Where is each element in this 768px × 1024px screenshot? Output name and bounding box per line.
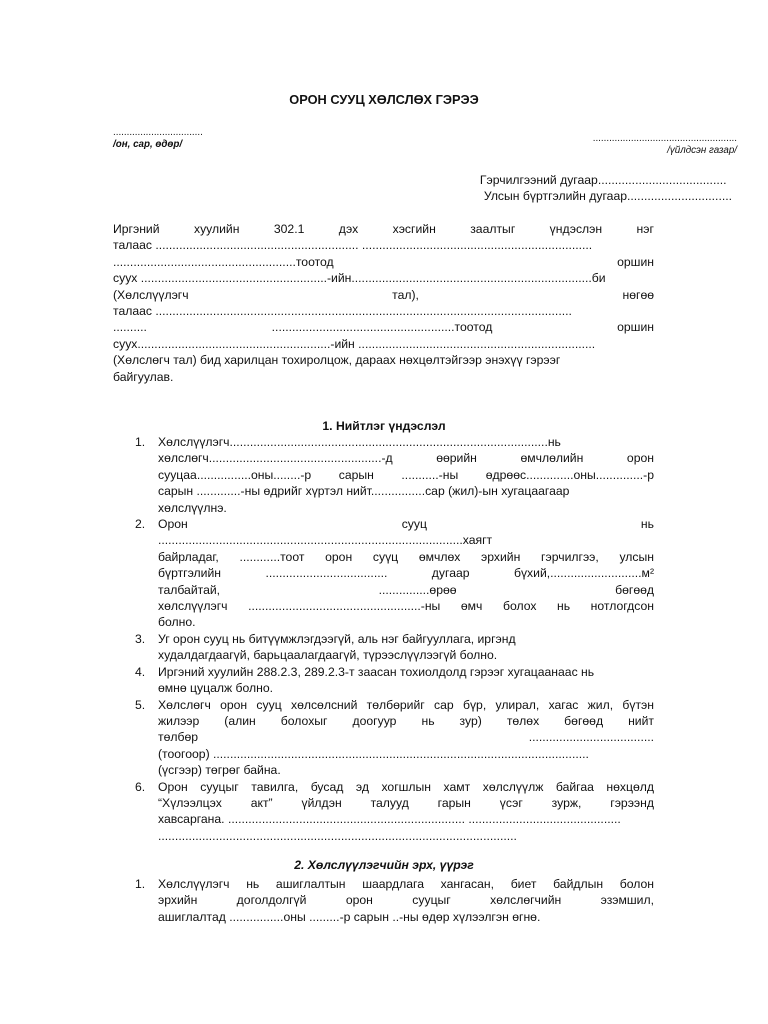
item-line: Иргэний хуулийн 288.2.3, 289.2.3-т заасан тохиолдолд гэрээг хугацаанаас нь: [158, 664, 595, 679]
intro-line: суух .......................................................-ийн.......................................................................би: [113, 271, 606, 286]
list-item: [113, 664, 654, 697]
word: Иргэний: [113, 222, 160, 236]
item-line: худалдагдаагүй, барьцаалагдаагүй, түрээслүүлээгүй болно.: [158, 648, 498, 663]
word: ......................................................тоотод: [271, 320, 493, 335]
item-number: 6.: [135, 779, 146, 794]
place-dots: .....................................................: [592, 133, 737, 144]
item-line: болно.: [158, 615, 196, 630]
word: нэг: [636, 222, 654, 236]
item-line: эрхийн доголдолгүй орон сууцыг хөлслөгчийн эзэмшил,: [158, 893, 654, 908]
place-field: [593, 133, 737, 157]
list-item: [113, 434, 654, 516]
word: нөгөө: [622, 287, 654, 302]
intro-line: талаас ...........................................................................................................................: [113, 304, 572, 319]
section-2-title: 2. Хөлслүүлэгчийн эрх, үүрэг: [294, 858, 474, 872]
item-number: 5.: [135, 697, 146, 712]
list-item: [113, 631, 654, 664]
item-line: өмнө цуцалж болно.: [158, 681, 274, 696]
item-line: талбайтай, ...............өрөө бөгөөд: [158, 582, 654, 597]
word: хэсгийн: [392, 222, 436, 236]
word: 302.1: [273, 222, 305, 236]
item-line: “Хүлээлцэх акт” үйлдэн талууд гарын үсэг зурж, гэрээнд: [158, 795, 654, 810]
intro-line: [113, 254, 654, 270]
item-line: ашиглалтад ................оны .........-р сарын ..-ны өдөр хүлээлгэн өгнө.: [158, 909, 541, 924]
word: дэх: [338, 222, 359, 236]
word: ..........: [113, 320, 147, 335]
intro-line: суух.........................................................-ийн ......................................................................: [113, 336, 596, 351]
intro-line: [113, 221, 654, 237]
item-line: хавсаргана. ...................................................................... .............................................: [158, 812, 621, 827]
state-registration-line: Улсын бүртгэлийн дугаар...............................: [483, 189, 732, 204]
item-line: Орон сууцыг тавилга, бусад эд хогшлын хамт хөлслүүлж байгаа нөхцөлд: [158, 779, 654, 794]
intro-paragraph: [113, 221, 654, 385]
item-line: байрладаг, ............тоот орон суүц өмчлөх эрхийн гэрчилгээ, улсын: [158, 549, 654, 564]
date-label: /он, сар, өдөр/: [113, 139, 183, 150]
list-item: [113, 779, 654, 845]
item-line: ..........................................................................................хаягт: [158, 533, 493, 548]
item-line: Хөлслөгч орон сууц хөлсөлсний төлбөрийг сар бүр, улирал, хагас жил, бүтэн: [158, 697, 654, 712]
item-line: (тоогоор) ...............................................................................................................: [158, 746, 589, 761]
word: (Хөлслүүлэгч: [113, 287, 189, 302]
word: ......................................................тоотод: [113, 254, 334, 269]
word: оршин: [617, 320, 654, 335]
item-number: 1.: [135, 877, 146, 891]
item-line: сууцаа................оны........-р сарын ...........-ны өдрөөс..............оны..............-р: [158, 467, 654, 482]
section-1-title: 1. Нийтлэг үндэслэл: [322, 419, 446, 433]
item-number: 3.: [135, 631, 146, 646]
item-line: хөлслүүлэгч ...................................................-ны өмч болох нь нотлогдсон: [158, 599, 654, 614]
intro-line: байгуулав.: [113, 369, 174, 384]
list-item: [113, 516, 654, 631]
date-field: [113, 127, 203, 151]
word: оршин: [617, 254, 654, 269]
item-line: сарын .............-ны өдрийг хүртэл нийт................сар (жил)-ын хугацаагаар: [158, 484, 570, 499]
place-label: /үйлдсэн газар/: [667, 145, 737, 156]
document-title: ОРОН СУУЦ ХӨЛСЛӨХ ГЭРЭЭ: [289, 92, 479, 107]
section-1-list: [113, 434, 654, 844]
list-item: [113, 876, 654, 925]
section-2-list: [113, 876, 654, 925]
date-dots: .................................: [113, 127, 203, 138]
intro-line: [113, 319, 654, 335]
item-line: жилээр (алин болохыг доогуур нь зур) төлөх бөгөөд нийт: [158, 713, 654, 728]
registration-block: [480, 172, 732, 205]
item-line: Уг орон сууц нь битүүмжлэгдээгүй, аль нэг байгууллага, иргэнд: [158, 631, 516, 646]
word: заалтыг: [470, 222, 516, 236]
item-number: 2.: [135, 517, 146, 532]
word: тал),: [392, 287, 419, 302]
intro-line: [113, 287, 654, 303]
item-line: бүртгэлийн .................................... дугаар бүхий,...........................м²: [158, 566, 654, 581]
item-line: хөлслүүлнэ.: [158, 500, 227, 515]
list-item: [113, 697, 654, 779]
item-line: Орон сууц нь: [158, 517, 654, 532]
word: хуулийн: [193, 222, 240, 236]
item-line: Хөлслүүлэгч..............................................................................................нь: [158, 435, 561, 449]
item-number: 4.: [135, 664, 146, 679]
item-line: ..........................................................................................................: [158, 828, 517, 843]
item-number: 1.: [135, 435, 146, 449]
item-line: (үсгээр) төгрөг байна.: [158, 763, 281, 778]
intro-line: (Хөлслөгч тал) бид харилцан тохиролцож, дараах нөхцөлтэйгээр энэхүү гэрээг: [113, 353, 561, 368]
item-line: Хөлслүүлэгч нь ашиглалтын шаардлага хангасан, биет байдлын болон: [158, 877, 654, 891]
word: үндэслэн: [549, 222, 603, 236]
item-line: хөлслөгч...................................................-д өөрийн өмчлөлийн орон: [158, 451, 654, 466]
item-line: төлбөр .....................................: [158, 730, 654, 745]
certificate-number-line: Гэрчилгээний дугаар......................................: [479, 173, 727, 187]
intro-line: талаас ............................................................ ....................................................................: [113, 238, 593, 253]
